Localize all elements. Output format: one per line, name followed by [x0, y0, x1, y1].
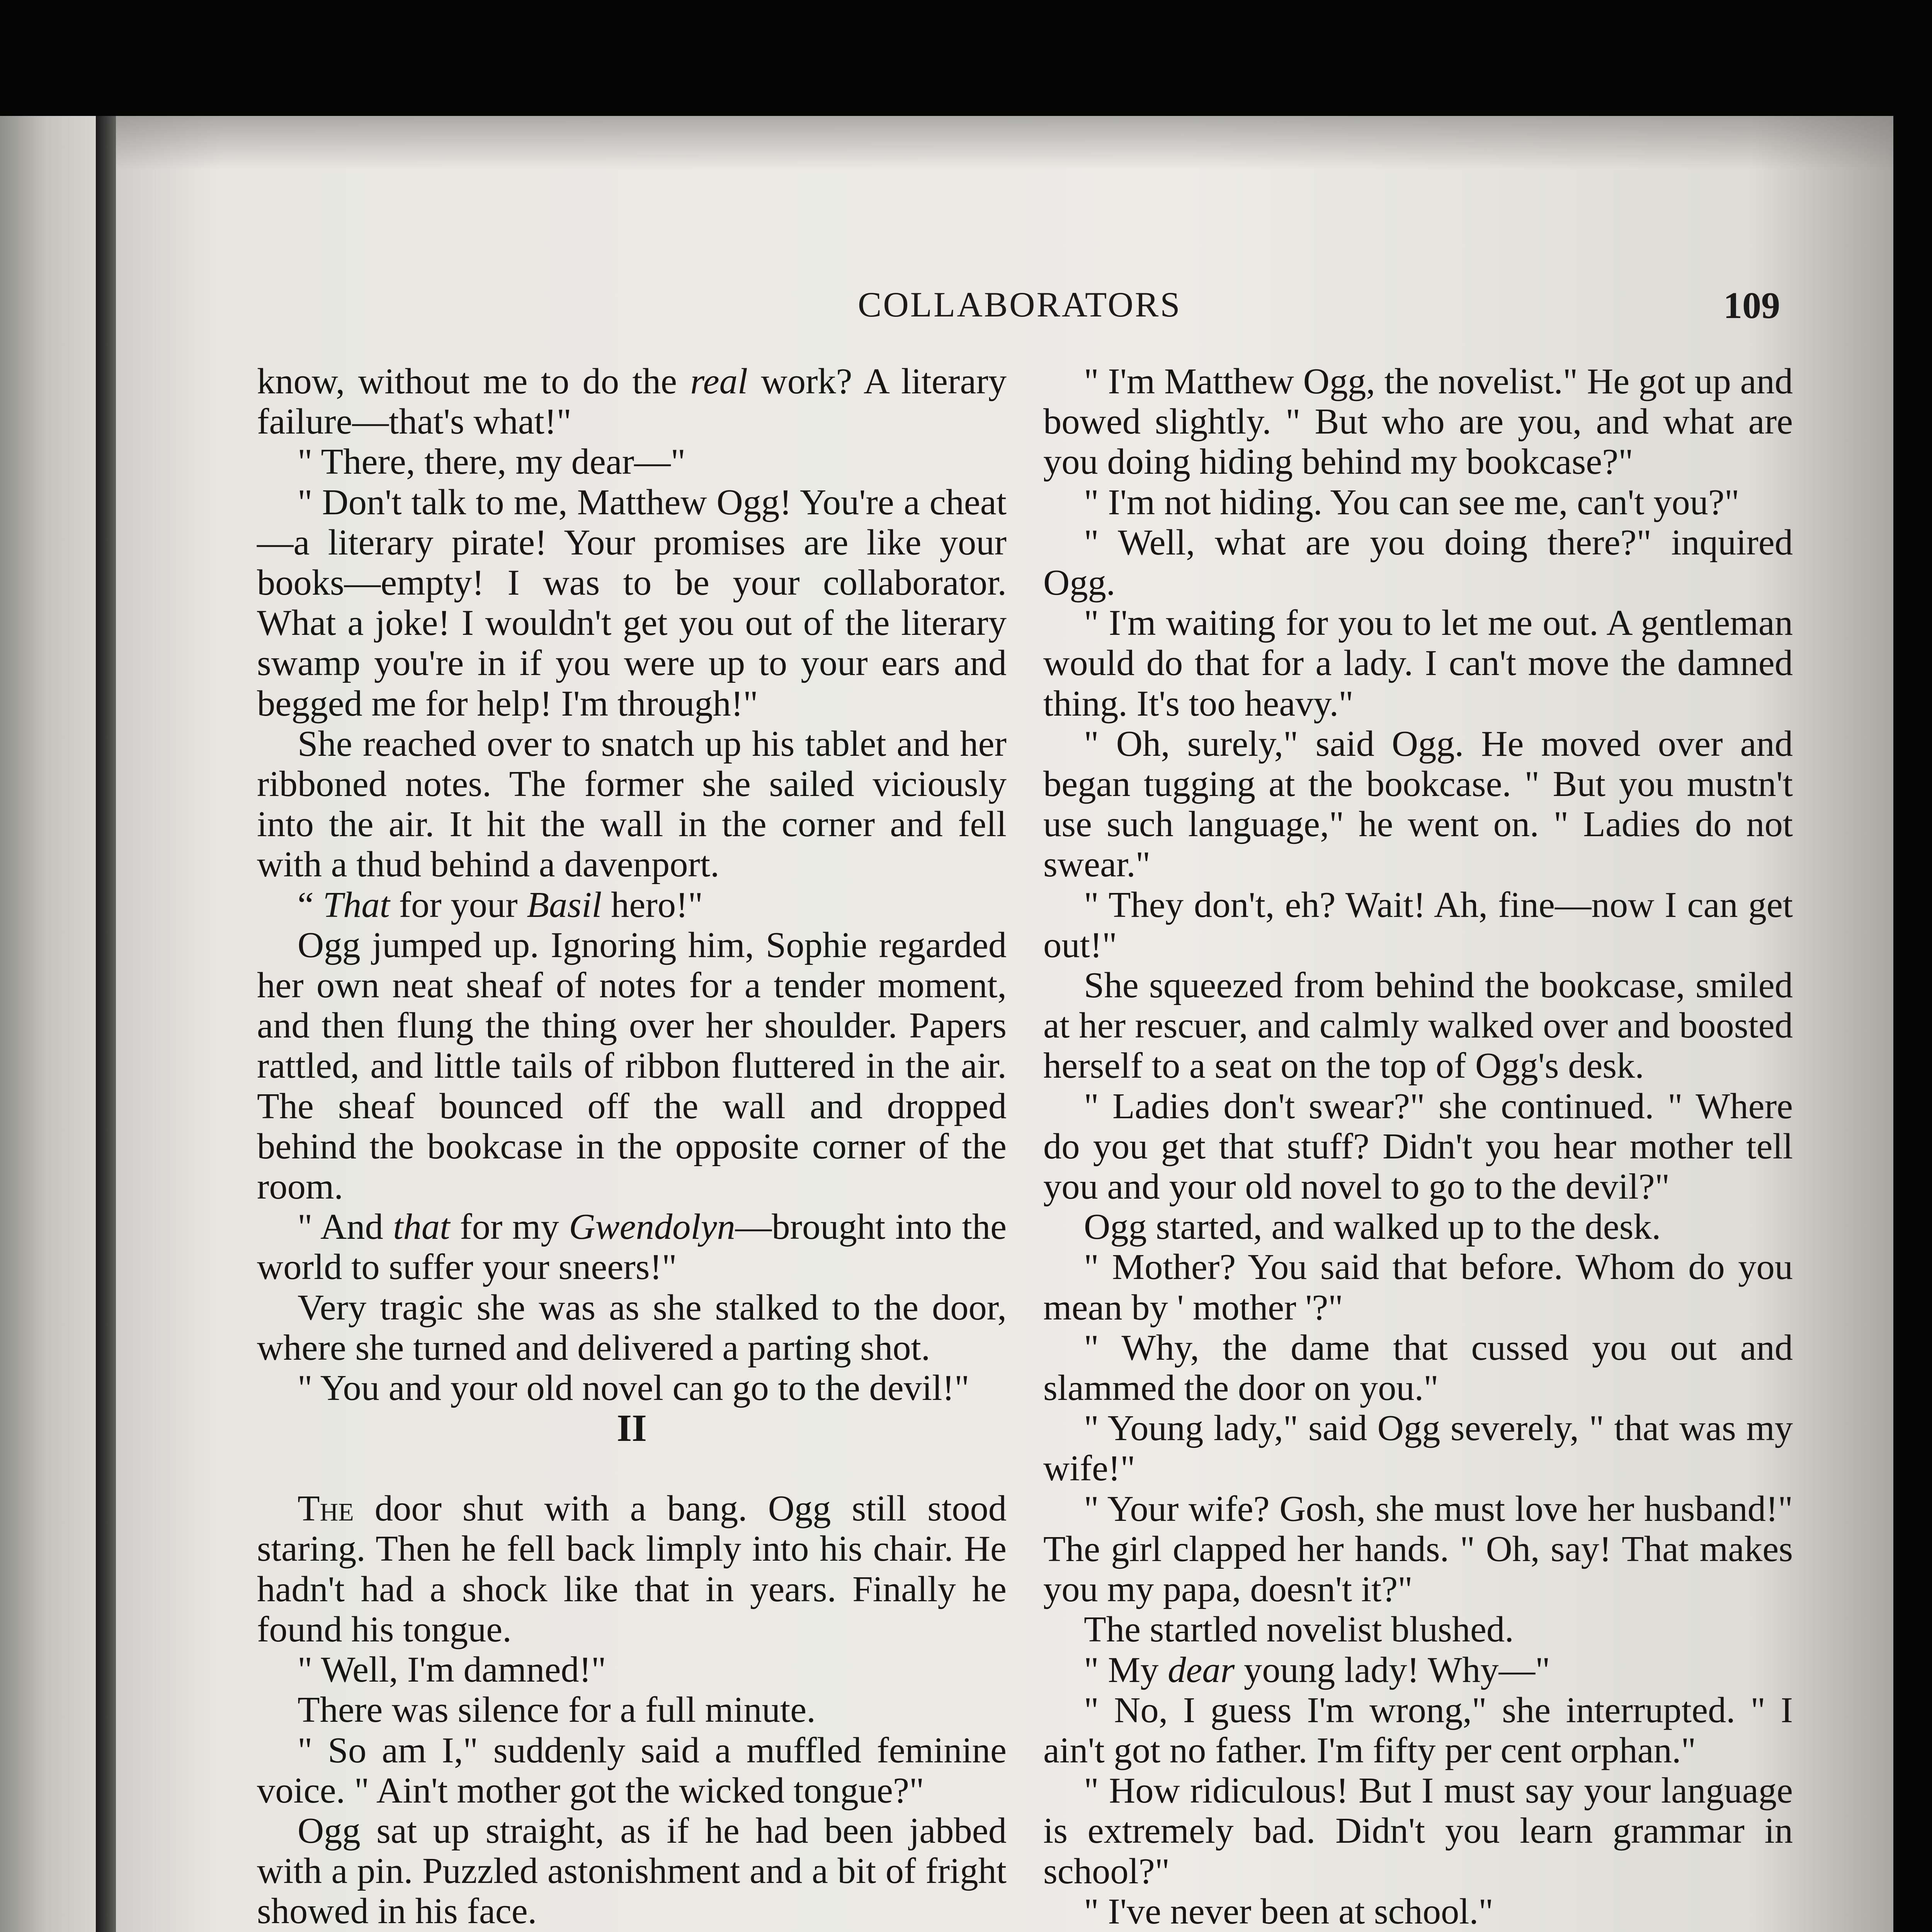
- paragraph: The door shut with a bang. Ogg still stood staring. Then he fell back limply into his chair. He hadn't had a shock like that in years. Finally he found his tongue.: [257, 1488, 1007, 1650]
- facing-page-edge: [0, 116, 102, 1932]
- paragraph: " I've never been at school.": [1084, 1891, 1493, 1932]
- page-top-shadow: [116, 116, 1893, 170]
- emphasis: real: [690, 361, 748, 401]
- running-head: [0, 284, 1932, 342]
- paragraph: " Why, the dame that cussed you out and slammed the door on you.": [1043, 1327, 1793, 1408]
- paragraph: Very tragic she was as she stalked to the door, where she turned and delivered a parting shot.: [257, 1287, 1007, 1368]
- right-text-column: [1043, 361, 1793, 1932]
- paragraph: Ogg jumped up. Ignoring him, Sophie regarded her own neat sheaf of notes for a tender moment, and then flung the thing over her shoulder. Papers rattled, and little tails of ribbon fluttered in the air. The sheaf bounced off the wall and dropped behind the bookcase in the opposite corner of the room.: [257, 925, 1007, 1207]
- paragraph: She reached over to snatch up his tablet and her ribboned notes. The former she sailed viciously into the air. It hit the wall in the corner and fell with a thud behind a davenport.: [257, 723, 1007, 885]
- paragraph: know, without me to do the real work? A literary failure—that's what!": [257, 361, 1007, 442]
- paragraph: " I'm not hiding. You can see me, can't you?": [1084, 482, 1740, 522]
- emphasis: Basil: [527, 884, 602, 925]
- paragraph: " No, I guess I'm wrong," she interrupted. " I ain't got no father. I'm fifty per cent orphan.": [1043, 1690, 1793, 1770]
- paragraph: " You and your old novel can go to the devil!": [298, 1368, 969, 1408]
- paragraph: " They don't, eh? Wait! Ah, fine—now I can get out!": [1043, 884, 1793, 965]
- paragraph: She squeezed from behind the bookcase, smiled at her rescuer, and calmly walked over and boosted herself to a seat on the top of Ogg's desk.: [1043, 965, 1793, 1086]
- paragraph: " My dear young lady! Why—": [1084, 1650, 1550, 1690]
- running-title: COLLABORATORS: [858, 285, 1182, 324]
- paragraph: Ogg sat up straight, as if he had been jabbed with a pin. Puzzled astonishment and a bit of fright showed in his face.: [257, 1810, 1007, 1932]
- emphasis: That: [323, 884, 390, 925]
- paragraph: " There, there, my dear—": [298, 442, 686, 482]
- paragraph: " Ladies don't swear?" she continued. " Where do you get that stuff? Didn't you hear mother tell you and your old novel to go to the devil?": [1043, 1086, 1793, 1207]
- section-heading: II: [617, 1406, 647, 1450]
- emphasis: dear: [1168, 1650, 1235, 1690]
- emphasis: Gwendolyn: [569, 1207, 735, 1247]
- paragraph: " Young lady," said Ogg severely, " that was my wife!": [1043, 1408, 1793, 1489]
- paragraph: “ That for your Basil hero!": [298, 884, 703, 925]
- paragraph: Ogg started, and walked up to the desk.: [1084, 1207, 1661, 1247]
- paragraph: There was silence for a full minute.: [298, 1690, 816, 1730]
- paragraph: " Your wife? Gosh, she must love her husband!" The girl clapped her hands. " Oh, say! That makes you my papa, doesn't it?": [1043, 1488, 1793, 1610]
- paragraph: " Well, I'm damned!": [298, 1650, 606, 1690]
- emphasis: that: [393, 1207, 450, 1247]
- paragraph: " Don't talk to me, Matthew Ogg! You're a cheat—a literary pirate! Your promises are like your books—empty! I was to be your collaborator. What a joke! I wouldn't get you out of the literary swamp you're in if you were up to your ears and begged me for help! I'm through!": [257, 482, 1007, 724]
- paragraph: The startled novelist blushed.: [1084, 1609, 1514, 1650]
- page-number: 109: [1723, 285, 1780, 327]
- paragraph: " I'm Matthew Ogg, the novelist." He got up and bowed slightly. " But who are you, and what are you doing hiding behind my bookcase?": [1043, 361, 1793, 482]
- paragraph: " So am I," suddenly said a muffled feminine voice. " Ain't mother got the wicked tongue?": [257, 1730, 1007, 1811]
- paragraph: " And that for my Gwendolyn—brought into the world to suffer your sneers!": [257, 1207, 1007, 1287]
- paragraph: " Mother? You said that before. Whom do you mean by ' mother '?": [1043, 1247, 1793, 1328]
- paragraph: " I'm waiting for you to let me out. A gentleman would do that for a lady. I can't move the damned thing. It's too heavy.": [1043, 603, 1793, 724]
- left-text-column: [257, 361, 1007, 1932]
- paragraph: " Well, what are you doing there?" inquired Ogg.: [1043, 522, 1793, 603]
- paragraph: " How ridiculous! But I must say your language is extremely bad. Didn't you learn grammar in school?": [1043, 1770, 1793, 1891]
- small-caps-opening: The: [298, 1488, 354, 1529]
- paragraph: " Oh, surely," said Ogg. He moved over and began tugging at the bookcase. " But you mustn't use such language," he went on. " Ladies do not swear.": [1043, 723, 1793, 885]
